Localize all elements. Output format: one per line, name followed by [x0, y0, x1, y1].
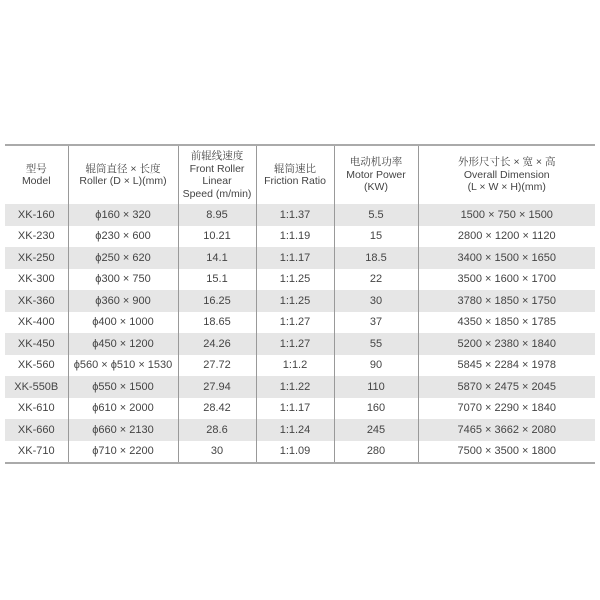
cell-speed: 8.95 [178, 204, 256, 226]
cell-friction-ratio: 1:1.25 [256, 269, 334, 291]
header-cn-label: 型号 [25, 162, 47, 175]
spec-table [5, 144, 595, 464]
cell-friction-ratio: 1:1.27 [256, 333, 334, 355]
cell-friction-ratio: 1:1.22 [256, 376, 334, 398]
table-row [5, 269, 595, 291]
cell-roller: ϕ360 × 900 [68, 290, 178, 312]
cell-speed: 30 [178, 441, 256, 464]
header-cn-label: 辊筒速比 [274, 162, 316, 175]
cell-speed: 15.1 [178, 269, 256, 291]
cell-roller: ϕ400 × 1000 [68, 312, 178, 334]
table-row [5, 419, 595, 441]
cell-model: XK-560 [17, 359, 55, 372]
cell-friction-ratio: 1:1.17 [256, 247, 334, 269]
cell-roller: ϕ250 × 620 [68, 247, 178, 269]
header-row [5, 145, 595, 204]
cell-friction-ratio: 1:1.25 [256, 290, 334, 312]
table-row [5, 204, 595, 226]
header-en-label: Overall Dimension [463, 168, 550, 181]
cell-overall-dimension: 1500 × 750 × 1500 [418, 204, 595, 226]
table-row [5, 398, 595, 420]
header-en-label: Front Roller Linear [189, 162, 245, 187]
cell-speed: 14.1 [178, 247, 256, 269]
header-en-label: Motor Power (KW) [346, 168, 406, 194]
header-cn-label: 外形尺寸长 × 宽 × 高 [458, 156, 556, 169]
table-row [5, 441, 595, 464]
cell-friction-ratio: 1:1.09 [256, 441, 334, 464]
cell-motor-power: 90 [334, 355, 418, 377]
cell-roller: ϕ550 × 1500 [68, 376, 178, 398]
table-row [5, 290, 595, 312]
cell-roller: ϕ230 × 600 [68, 226, 178, 248]
cell-speed: 24.26 [178, 333, 256, 355]
cell-friction-ratio: 1:1.24 [256, 419, 334, 441]
table-row [5, 312, 595, 334]
cell-friction-ratio: 1:1.19 [256, 226, 334, 248]
cell-friction-ratio: 1:1.37 [256, 204, 334, 226]
cell-model: XK-360 [5, 290, 68, 312]
cell-friction-ratio: 1:1.17 [256, 398, 334, 420]
header-motor-power [334, 145, 418, 204]
cell-friction-ratio: 1:1.27 [256, 312, 334, 334]
cell-model: XK-400 [17, 316, 55, 329]
cell-roller: ϕ300 × 750 [68, 269, 178, 291]
cell-roller: ϕ450 × 1200 [68, 333, 178, 355]
cell-motor-power: 280 [334, 441, 418, 464]
cell-overall-dimension: 3500 × 1600 × 1700 [418, 269, 595, 291]
cell-overall-dimension: 4350 × 1850 × 1785 [418, 312, 595, 334]
cell-model: XK-230 [17, 230, 55, 243]
cell-overall-dimension: 7070 × 2290 × 1840 [418, 398, 595, 420]
cell-speed: 16.25 [178, 290, 256, 312]
cell-speed: 18.65 [178, 312, 256, 334]
cell-model: XK-450 [5, 333, 68, 355]
cell-friction-ratio: 1:1.2 [256, 355, 334, 377]
cell-speed: 28.6 [178, 419, 256, 441]
header-en-label: Roller (D × L)(mm) [79, 175, 167, 187]
header-en-label: Speed (m/min) [182, 187, 252, 200]
cell-roller: ϕ710 × 2200 [68, 441, 178, 464]
cell-motor-power: 55 [334, 333, 418, 355]
header-speed [178, 145, 256, 204]
cell-model: XK-300 [17, 273, 55, 286]
cell-overall-dimension: 7465 × 3662 × 2080 [418, 419, 595, 441]
table-row [5, 333, 595, 355]
cell-overall-dimension: 3400 × 1500 × 1650 [418, 247, 595, 269]
header-en-label: Friction Ratio [264, 175, 326, 187]
cell-motor-power: 30 [334, 290, 418, 312]
cell-roller: ϕ160 × 320 [68, 204, 178, 226]
table-row [5, 247, 595, 269]
cell-overall-dimension: 5845 × 2284 × 1978 [418, 355, 595, 377]
cell-motor-power: 22 [334, 269, 418, 291]
header-roller [68, 145, 178, 204]
cell-overall-dimension: 3780 × 1850 × 1750 [418, 290, 595, 312]
cell-motor-power: 245 [334, 419, 418, 441]
table-row [5, 355, 595, 377]
cell-motor-power: 37 [334, 312, 418, 334]
header-en-label: Model [21, 175, 51, 187]
header-friction-ratio [256, 145, 334, 204]
cell-motor-power: 160 [334, 398, 418, 420]
table-row [5, 376, 595, 398]
header-cn-label: 前辊线速度 [190, 150, 244, 162]
cell-roller: ϕ660 × 2130 [68, 419, 178, 441]
cell-speed: 27.72 [178, 355, 256, 377]
header-cn-label: 辊筒直径 × 长度 [85, 162, 161, 175]
cell-motor-power: 15 [334, 226, 418, 248]
table-row [5, 226, 595, 248]
cell-overall-dimension: 7500 × 3500 × 1800 [418, 441, 595, 464]
cell-speed: 28.42 [178, 398, 256, 420]
cell-model: XK-550B [5, 376, 68, 398]
cell-overall-dimension: 5200 × 2380 × 1840 [418, 333, 595, 355]
cell-motor-power: 5.5 [334, 204, 418, 226]
header-en-label: (L × W × H)(mm) [467, 181, 546, 194]
cell-model: XK-250 [5, 247, 68, 269]
cell-model: XK-160 [5, 204, 68, 226]
cell-model: XK-660 [5, 419, 68, 441]
cell-model: XK-710 [17, 445, 55, 458]
header-model [5, 145, 68, 204]
header-cn-label: 电动机功率 [349, 156, 403, 169]
cell-overall-dimension: 2800 × 1200 × 1120 [418, 226, 595, 248]
cell-speed: 27.94 [178, 376, 256, 398]
cell-speed: 10.21 [178, 226, 256, 248]
header-overall-dimension [418, 145, 595, 204]
cell-overall-dimension: 5870 × 2475 × 2045 [418, 376, 595, 398]
cell-roller: ϕ610 × 2000 [68, 398, 178, 420]
cell-motor-power: 110 [334, 376, 418, 398]
cell-roller: ϕ560 × ϕ510 × 1530 [68, 355, 178, 377]
cell-motor-power: 18.5 [334, 247, 418, 269]
cell-model: XK-610 [17, 402, 55, 415]
